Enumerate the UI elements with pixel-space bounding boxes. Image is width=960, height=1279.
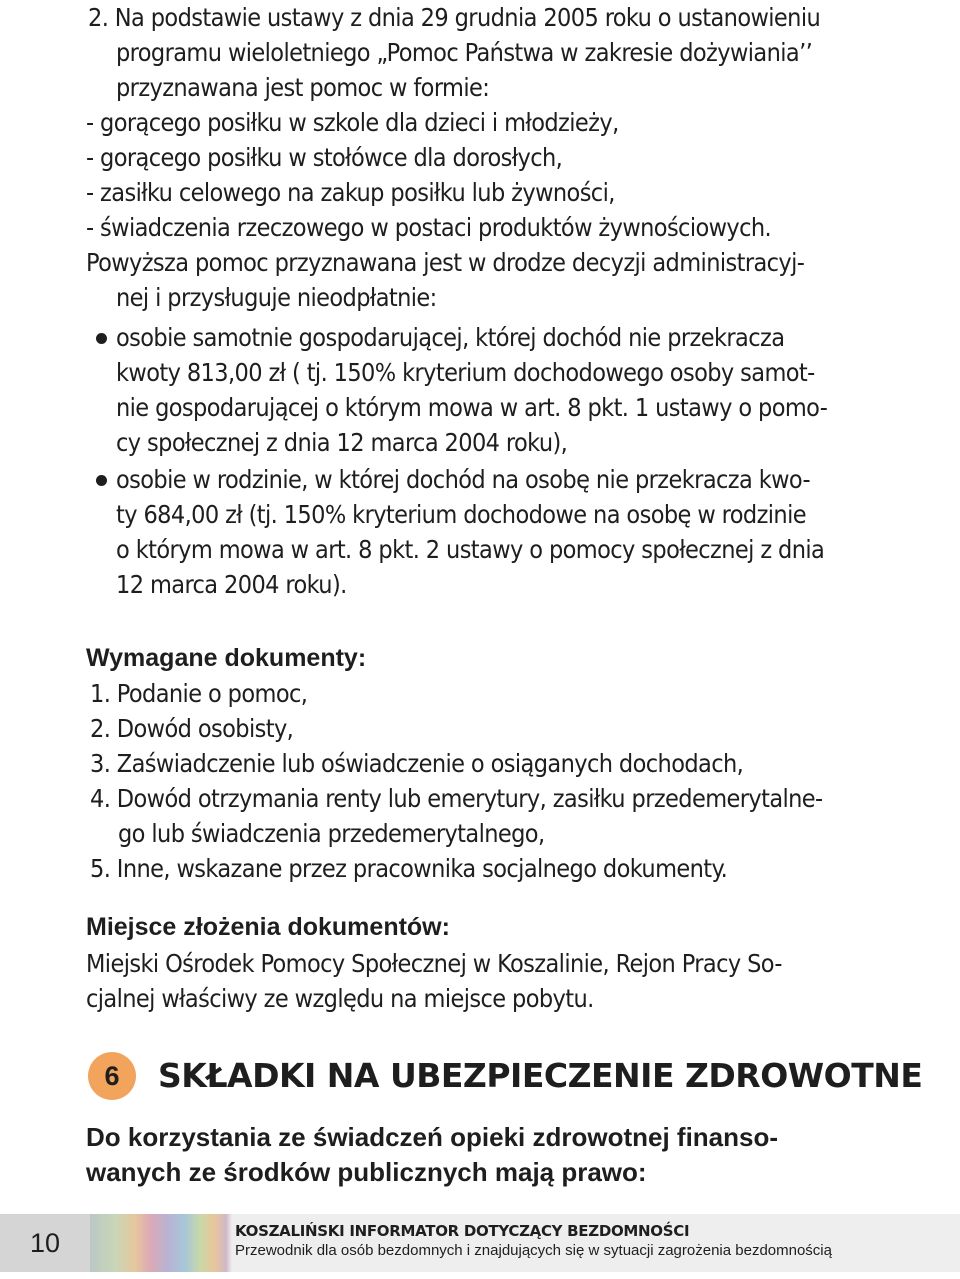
doc-item: 4. Dowód otrzymania renty lub emerytury, zasiłku przedemerytalne- xyxy=(90,784,823,813)
paragraph-line: 2. Na podstawie ustawy z dnia 29 grudnia 2005 roku o ustanowieniu xyxy=(88,3,821,32)
bullet-line: osobie w rodzinie, w której dochód na osobę nie przekracza kwo- xyxy=(116,465,811,494)
section-intro-line: Do korzystania ze świadczeń opieki zdrowotnej finanso- xyxy=(86,1122,779,1152)
bullet-line: 12 marca 2004 roku). xyxy=(116,570,347,599)
section-title: SKŁADKI NA UBEZPIECZENIE ZDROWOTNE xyxy=(158,1056,923,1095)
paragraph-line: programu wieloletniego „Pomoc Państwa w zakresie dożywiania’’ xyxy=(116,38,813,67)
section-number-badge: 6 xyxy=(88,1052,136,1100)
doc-item: 3. Zaświadczenie lub oświadczenie o osiąganych dochodach, xyxy=(90,749,744,778)
doc-item: go lub świadczenia przedemerytalnego, xyxy=(118,819,545,848)
paragraph-line: Powyższa pomoc przyznawana jest w drodze decyzji administracyj- xyxy=(86,248,805,277)
bullet-line: ty 684,00 zł (tj. 150% kryterium dochodowe na osobę w rodzinie xyxy=(116,500,806,529)
doc-item: 5. Inne, wskazane przez pracownika socjalnego dokumenty. xyxy=(90,854,728,883)
bullet-dot xyxy=(96,333,107,344)
paragraph-line: przyznawana jest pomoc w formie: xyxy=(116,73,490,102)
list-item: - gorącego posiłku w szkole dla dzieci i młodzieży, xyxy=(86,108,619,137)
page-number: 10 xyxy=(29,1228,61,1258)
footer-title: KOSZALIŃSKI INFORMATOR DOTYCZĄCY BEZDOMNOŚCI xyxy=(235,1222,690,1240)
submission-line: cjalnej właściwy ze względu na miejsce pobytu. xyxy=(86,984,594,1013)
submission-line: Miejski Ośrodek Pomocy Społecznej w Koszalinie, Rejon Pracy So- xyxy=(86,949,782,978)
bullet-line: nie gospodarującej o którym mowa w art. 8 pkt. 1 ustawy o pomo- xyxy=(116,393,828,422)
bullet-dot xyxy=(96,475,107,486)
submission-heading: Miejsce złożenia dokumentów: xyxy=(86,913,450,941)
bullet-line: osobie samotnie gospodarującej, której dochód nie przekracza xyxy=(116,323,785,352)
required-docs-heading: Wymagane dokumenty: xyxy=(86,644,367,672)
section-intro-line: wanych ze środków publicznych mają prawo: xyxy=(86,1157,647,1187)
list-item: - świadczenia rzeczowego w postaci produktów żywnościowych. xyxy=(86,213,772,242)
list-item: - zasiłku celowego na zakup posiłku lub żywności, xyxy=(86,178,615,207)
bullet-line: o którym mowa w art. 8 pkt. 2 ustawy o pomocy społecznej z dnia xyxy=(116,535,825,564)
paragraph-line: nej i przysługuje nieodpłatnie: xyxy=(116,283,437,312)
list-item: - gorącego posiłku w stołówce dla dorosłych, xyxy=(86,143,563,172)
bullet-line: cy społecznej z dnia 12 marca 2004 roku), xyxy=(116,428,568,457)
bullet-line: kwoty 813,00 zł ( tj. 150% kryterium dochodowego osoby samot- xyxy=(116,358,815,387)
footer-subtitle: Przewodnik dla osób bezdomnych i znajdujących się w sytuacji zagrożenia bezdomnością xyxy=(235,1242,832,1259)
doc-item: 2. Dowód osobisty, xyxy=(90,714,294,743)
doc-item: 1. Podanie o pomoc, xyxy=(90,679,308,708)
